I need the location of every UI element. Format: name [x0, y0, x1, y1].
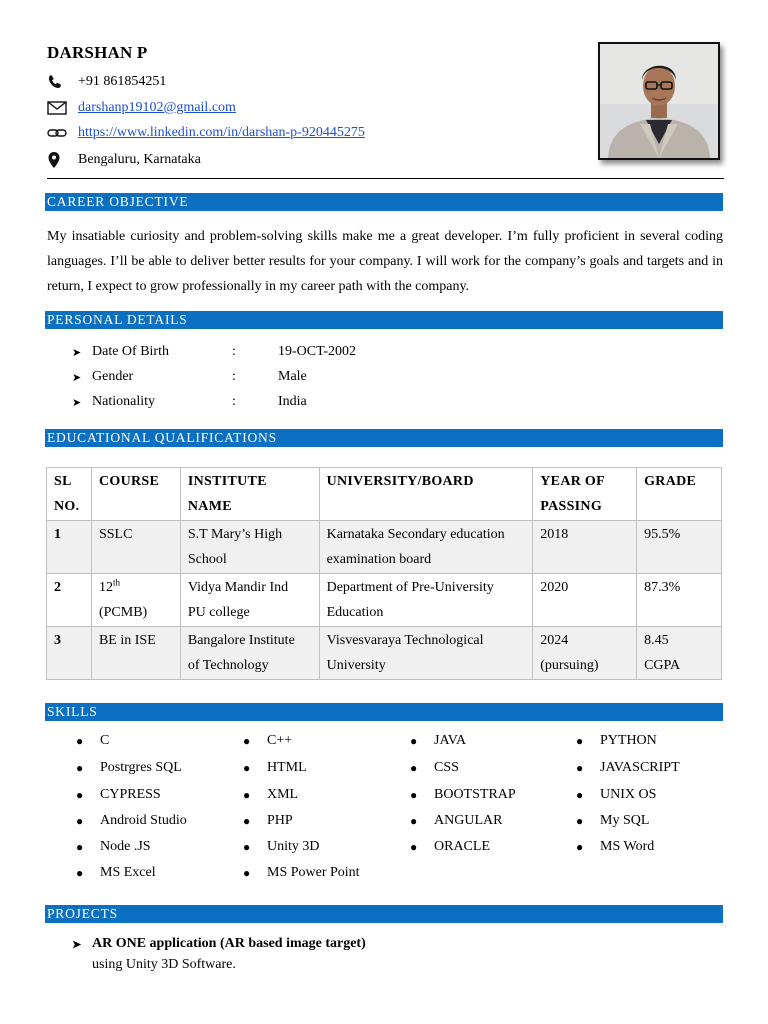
section-bar-career-objective: CAREER OBJECTIVE — [45, 193, 723, 211]
skill-item — [243, 757, 307, 779]
skill-item — [76, 810, 187, 832]
skill-item — [576, 836, 654, 858]
dot-bullet-icon: ● — [243, 733, 251, 748]
header-divider — [47, 178, 724, 179]
personal-detail-row — [72, 366, 307, 388]
detail-label: Date Of Birth — [92, 344, 169, 359]
detail-colon: : — [232, 344, 236, 359]
detail-label: Nationality — [92, 394, 155, 409]
skill-label: JAVA — [434, 733, 467, 748]
dot-bullet-icon: ● — [76, 813, 84, 828]
header-institute: INSTITUTE NAME — [180, 468, 319, 521]
dot-bullet-icon: ● — [76, 787, 84, 802]
dot-bullet-icon: ● — [410, 760, 418, 775]
skill-item — [76, 757, 182, 779]
location-text: Bengaluru, Karnataka — [78, 152, 201, 167]
skill-item — [576, 757, 680, 779]
dot-bullet-icon: ● — [243, 813, 251, 828]
dot-bullet-icon: ● — [576, 813, 584, 828]
skill-item — [76, 862, 156, 884]
table-header-row — [47, 468, 722, 521]
project-title-row — [72, 936, 366, 952]
skill-item — [243, 836, 320, 858]
skill-label: C — [100, 733, 110, 748]
table-row: 1 SSLC S.T Mary’s High School Karnataka Secondary education examination board 2018 95.5% — [47, 521, 722, 574]
detail-value: 19-OCT-2002 — [278, 344, 357, 359]
skill-label: C++ — [267, 733, 293, 748]
skill-item — [76, 784, 161, 806]
skill-label: CSS — [434, 760, 459, 775]
detail-value: India — [278, 394, 307, 409]
phone-icon — [47, 73, 69, 91]
skill-label: MS Word — [600, 839, 655, 854]
dot-bullet-icon: ● — [410, 787, 418, 802]
skill-label: XML — [267, 787, 299, 802]
skill-label: MS Excel — [100, 865, 156, 880]
detail-value: Male — [278, 369, 307, 384]
skill-label: ORACLE — [434, 839, 490, 854]
skill-label: My SQL — [600, 813, 650, 828]
arrow-bullet-icon: ➤ — [72, 396, 82, 409]
email-row — [47, 98, 547, 118]
dot-bullet-icon: ● — [576, 839, 584, 854]
project-title: AR ONE application (AR based image target) — [92, 936, 366, 951]
skill-label: Unity 3D — [267, 839, 320, 854]
detail-colon: : — [232, 394, 236, 409]
linkedin-link[interactable]: https://www.linkedin.com/in/darshan-p-920445275 — [78, 125, 365, 140]
arrow-bullet-icon: ➤ — [72, 938, 82, 951]
skill-label: CYPRESS — [100, 787, 161, 802]
dot-bullet-icon: ● — [243, 760, 251, 775]
table-row: 3 BE in ISE Bangalore Institute of Technology Visvesvaraya Technological University 2024 (pursuing) 8.45 CGPA — [47, 627, 722, 680]
dot-bullet-icon: ● — [243, 865, 251, 880]
dot-bullet-icon: ● — [410, 839, 418, 854]
table-row: 2 12th (PCMB) Vidya Mandir Ind PU college Department of Pre-University Education 2020 87.3% — [47, 574, 722, 627]
envelope-icon — [47, 99, 69, 117]
header-year: YEAR OF PASSING — [533, 468, 637, 521]
linkedin-row — [47, 123, 547, 143]
detail-colon: : — [232, 369, 236, 384]
skill-item — [243, 810, 293, 832]
skill-item — [76, 730, 109, 752]
education-table — [46, 467, 722, 680]
skill-item — [410, 757, 459, 779]
skill-label: HTML — [267, 760, 307, 775]
header-grade: GRADE — [637, 468, 722, 521]
skill-item — [243, 862, 360, 884]
dot-bullet-icon: ● — [76, 760, 84, 775]
location-row — [47, 150, 547, 170]
skill-label: BOOTSTRAP — [434, 787, 516, 802]
section-bar-skills: SKILLS — [45, 703, 723, 721]
profile-photo — [598, 42, 720, 160]
candidate-name: DARSHAN P — [47, 43, 148, 62]
section-bar-projects: PROJECTS — [45, 905, 723, 923]
dot-bullet-icon: ● — [243, 787, 251, 802]
detail-label: Gender — [92, 369, 134, 384]
section-bar-personal-details: PERSONAL DETAILS — [45, 311, 723, 329]
skill-item — [410, 836, 490, 858]
skill-label: Postrgres SQL — [100, 760, 182, 775]
header-sl: SL NO. — [47, 468, 92, 521]
skill-label: ANGULAR — [434, 813, 503, 828]
header-course: COURSE — [91, 468, 180, 521]
dot-bullet-icon: ● — [76, 865, 84, 880]
dot-bullet-icon: ● — [576, 787, 584, 802]
dot-bullet-icon: ● — [576, 760, 584, 775]
dot-bullet-icon: ● — [243, 839, 251, 854]
skill-label: UNIX OS — [600, 787, 657, 802]
phone-number: +91 861854251 — [78, 74, 167, 89]
dot-bullet-icon: ● — [410, 813, 418, 828]
location-pin-icon — [47, 151, 69, 169]
skill-item — [410, 730, 466, 752]
skill-label: Node .JS — [100, 839, 151, 854]
arrow-bullet-icon: ➤ — [72, 371, 82, 384]
personal-detail-row — [72, 391, 307, 413]
email-link[interactable]: darshanp19102@gmail.com — [78, 100, 236, 115]
phone-row — [47, 72, 547, 92]
skill-item — [576, 784, 656, 806]
dot-bullet-icon: ● — [76, 839, 84, 854]
skill-label: MS Power Point — [267, 865, 360, 880]
header-university: UNIVERSITY/BOARD — [319, 468, 533, 521]
skill-item — [243, 784, 298, 806]
skill-item — [576, 730, 657, 752]
skill-label: Android Studio — [100, 813, 187, 828]
dot-bullet-icon: ● — [76, 733, 84, 748]
project-description: using Unity 3D Software. — [92, 957, 236, 972]
skill-item — [410, 784, 516, 806]
section-bar-education: EDUCATIONAL QUALIFICATIONS — [45, 429, 723, 447]
dot-bullet-icon: ● — [410, 733, 418, 748]
skill-item — [243, 730, 292, 752]
dot-bullet-icon: ● — [576, 733, 584, 748]
skill-label: PHP — [267, 813, 293, 828]
career-objective-text: My insatiable curiosity and problem-solving skills make me a great developer. I’m fully proficient in several coding languages. I’ll be able to deliver better results for your company. I will work for the company’s goals and targets and in return, I expect to grow professionally in my career path with the company. — [47, 229, 723, 294]
skill-label: PYTHON — [600, 733, 657, 748]
skill-item — [410, 810, 502, 832]
skill-item — [576, 810, 649, 832]
link-icon — [47, 124, 69, 142]
personal-detail-row — [72, 341, 356, 363]
skill-label: JAVASCRIPT — [600, 760, 680, 775]
arrow-bullet-icon: ➤ — [72, 346, 82, 359]
skill-item — [76, 836, 151, 858]
